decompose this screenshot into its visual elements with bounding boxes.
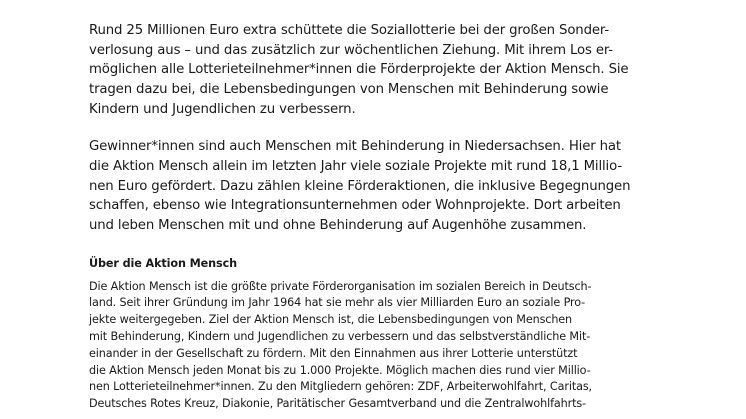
text-line: möglichen alle Lotterieteilnehmer*innen die Förderprojekte der Aktion Mensch. Sie	[89, 62, 629, 78]
text-line: jekte weitergegeben. Ziel der Aktion Mensch ist, die Lebensbedingungen von Menschen	[89, 313, 573, 327]
text-line: nen Euro gefördert. Dazu zählen kleine Förderaktionen, die inklusive Begegnungen	[89, 178, 631, 194]
text-line: Gewinner*innen sind auch Menschen mit Behinderung in Niedersachsen. Hier hat	[89, 139, 621, 155]
text-line: schaffen, ebenso wie Integrationsunternehmen oder Wohnprojekte. Dort arbeiten	[89, 198, 621, 214]
body-paragraph-1	[89, 21, 629, 119]
text-line: Deutsches Rotes Kreuz, Diakonie, Paritätischer Gesamtverband und die Zentralwohlfahrts-	[89, 397, 586, 411]
text-line: und leben Menschen mit und ohne Behinderung auf Augenhöhe zusammen.	[89, 217, 587, 233]
text-line: verlosung aus – und das zusätzlich zur wöchentlichen Ziehung. Mit ihrem Los er-	[89, 42, 613, 58]
text-line: die Aktion Mensch jeden Monat bis zu 1.000 Projekte. Möglich machen dies rund vier Millio-	[89, 363, 591, 377]
text-line: land. Seit ihrer Gründung im Jahr 1964 hat sie mehr als vier Milliarden Euro an soziale Pro-	[89, 296, 586, 310]
text-line: einander in der Gesellschaft zu fördern. Mit den Einnahmen aus ihrer Lotterie unterstützt	[89, 346, 578, 360]
text-line: die Aktion Mensch allein im letzten Jahr viele soziale Projekte mit rund 18,1 Millio-	[89, 158, 622, 174]
body-paragraph-2	[89, 137, 629, 235]
text-line: mit Behinderung, Kindern und Jugendlichen zu verbessern und das selbstverständliche Mit-	[89, 330, 591, 344]
text-line: nen Lotterieteilnehmer*innen. Zu den Mitgliedern gehören: ZDF, Arbeiterwohlfahrt, Caritas,	[89, 380, 592, 394]
text-line: Rund 25 Millionen Euro extra schüttete die Soziallotterie bei der großen Sonder-	[89, 23, 610, 38]
text-line: tragen dazu bei, die Lebensbedingungen von Menschen mit Behinderung sowie	[89, 82, 609, 98]
text-line: Die Aktion Mensch ist die größte private Förderorganisation im sozialen Bereich in Deutsch-	[89, 279, 592, 293]
section-heading: Über die Aktion Mensch	[89, 256, 237, 270]
document-page	[89, 21, 629, 413]
about-paragraph	[89, 279, 629, 413]
text-line: Kindern und Jugendlichen zu verbessern.	[89, 101, 356, 117]
